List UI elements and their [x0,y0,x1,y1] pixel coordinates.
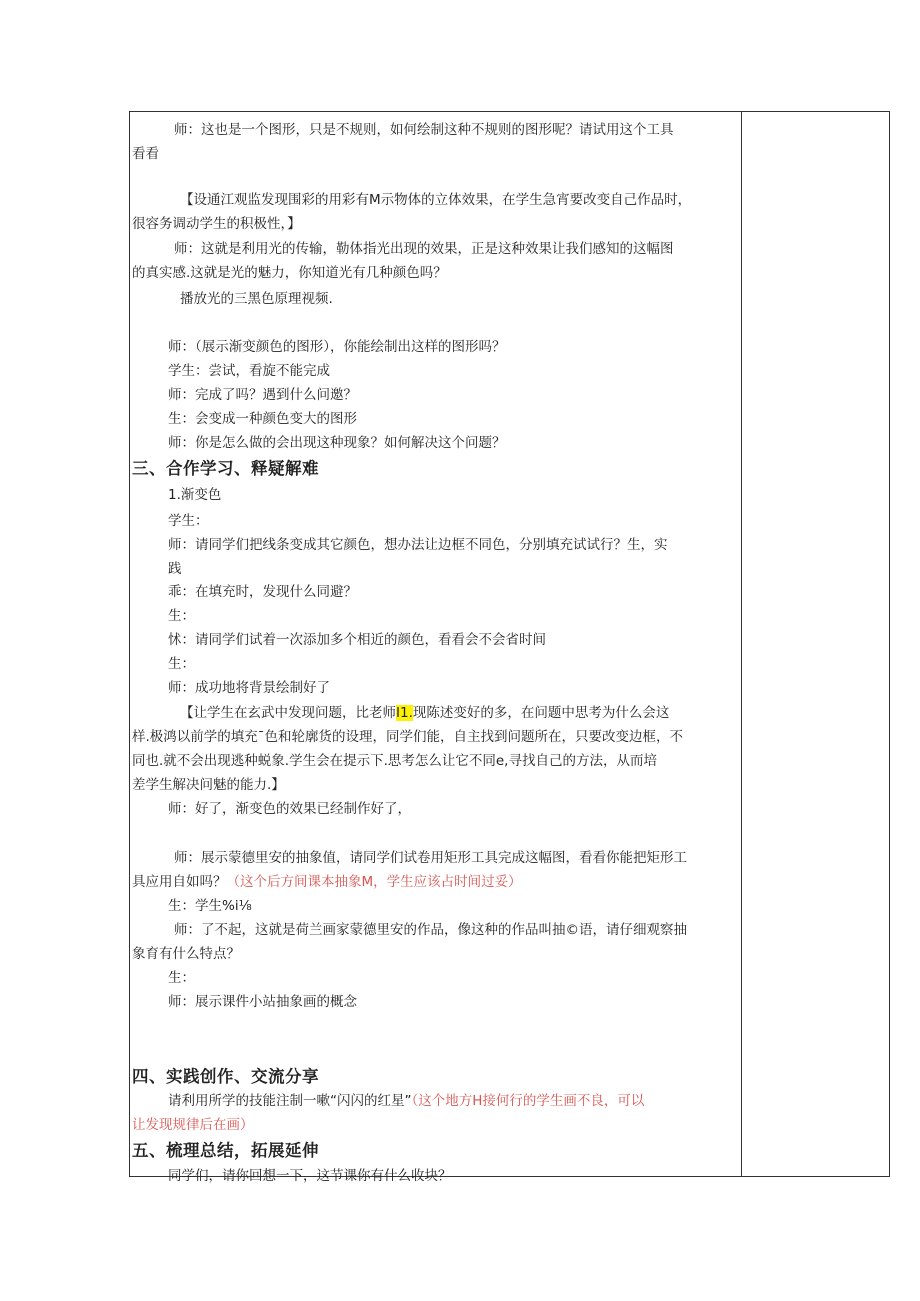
text-line: 看看 [132,146,159,162]
lesson-content [132,113,739,1184]
design-note: 很容务调动学生的积极性，】 [132,216,301,232]
annotation-text: （这个地方H接何行的学生画不良，可以 [411,1093,645,1109]
text-line: 学生： [168,513,209,529]
text-line: 生：会变成一种颜色变大的图形 [168,411,357,427]
design-note [132,701,669,725]
text-line: 怵：请同学们试着一次添加多个相近的颜色，看看会不会省时间 [168,632,546,648]
annotation-text: （这个后方间课本抽象M，学生应该占时间过妥） [226,874,522,890]
section-heading-4: 四、实践创作、交流分享 [132,1067,319,1086]
text-line: 生： [168,970,195,986]
annotation-text: 让发现规律后在画） [132,1117,254,1133]
text-line: 师：（展示渐变颜色的图形），你能绘制出这样的图形吗？ [168,339,506,355]
table-column-divider [741,111,742,1177]
text-line [132,870,522,894]
section-heading-5: 五、梳理总结，拓展延伸 [132,1141,319,1160]
text-line: 师：展示课件小站抽象画的概念 [168,994,357,1010]
text-line: 的真实感.这就是光的魅力，你知道光有几种颜色吗？ [132,265,447,281]
text-part: 请利用所学的技能注制一嗽“闪闪的红星” [168,1093,412,1109]
design-note: 【设通江观监发现围彩的用彩有M示物体的立体效果，在学生急宵要改变自己作品时， [180,192,692,208]
note-text: 现陈述变好的多，在问题中思考为什么会这 [412,705,670,721]
text-line: 师：完成了吗？遇到什么问邀？ [168,387,357,403]
text-line: 师：这就是利用光的传输，勒体指光出现的效果，正是这种效果让我们感知的这幅图 [174,241,674,257]
text-line: 师：展示蒙德里安的抽象值，请同学们试卷用矩形工具完成这幅图，看看你能把矩形工 [174,850,687,866]
text-line: 生： [168,656,195,672]
design-note: 同也.就不会出现逃种蜕象.学生会在提示下.思考怎么让它不同e,寻找自己的方法，从而培 [132,753,657,769]
text-line: 乖：在填充时，发现什么同避？ [168,584,357,600]
text-part: 具应用自如吗？ [132,874,227,890]
text-line: 师：成功地将背景绘制好了 [168,680,330,696]
section-heading-3: 三、合作学习、释疑解难 [132,459,319,478]
text-line: 象育有什么特点？ [132,946,240,962]
text-line: 师：你是怎么做的会出现这种现象？如何解决这个问题？ [168,435,506,451]
design-note: 样.极鸿以前学的填充ˉ色和轮廓货的设理，同学们能，自主找到问题所在，只要改变边框，不 [132,729,684,745]
text-line: 1.渐变色 [168,487,222,503]
text-line: 生：学生%i⅛ [168,898,252,914]
text-line: 播放光的三黑色原理视频. [180,291,333,307]
text-line: 同学们，请你回想一下，这节课你有什么收块？ [168,1168,452,1184]
text-line: 践 [168,561,182,577]
design-note: 差学生解决问魅的能力.】 [132,777,285,793]
text-line: 学生：尝试，看旋不能完成 [168,363,330,379]
text-line: 师：请同学们把线条变成其它颜色，想办法让边框不同色，分别填充试试行？生，实 [168,537,668,553]
note-text: 【让学生在玄武中发现问题，比老师 [180,705,396,721]
text-line: 生： [168,608,195,624]
text-line: 师：好了，渐变色的效果已经制作好了， [168,801,411,817]
text-line: 师：了不起，这就是荷兰画家蒙德里安的作品，像这种的作品叫抽©语，请仔细观察抽 [174,922,687,938]
highlighted-text: I1. [396,705,413,721]
text-line: 师：这也是一个图形，只是不规则，如何绘制这种不规则的图形呢？请试用这个工具 [174,122,674,138]
text-line [132,1089,644,1113]
